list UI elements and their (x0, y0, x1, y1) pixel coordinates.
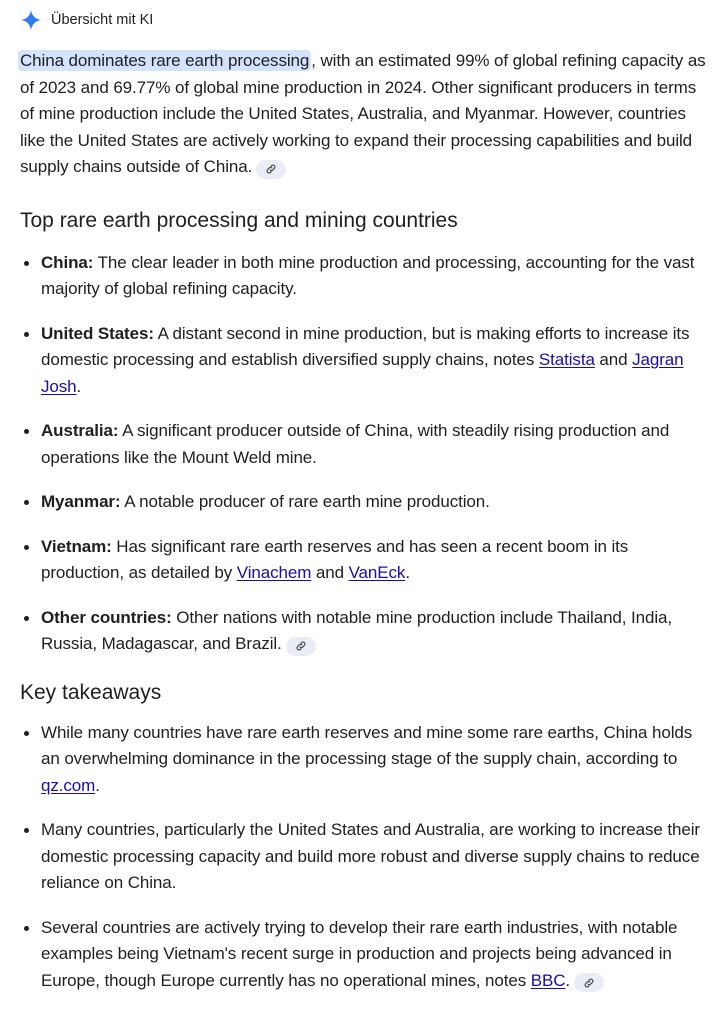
link-statista[interactable]: Statista (538, 350, 595, 369)
item-text: A distant second in mine production, but is making efforts to increase its domestic processing and establish diversified supply chains, notes (41, 323, 690, 369)
list-item (20, 418, 712, 471)
item-label: China: (41, 252, 94, 272)
item-label: United States: (41, 323, 154, 343)
intro-paragraph (20, 48, 712, 181)
link-qz[interactable]: qz.com (41, 775, 96, 795)
item-text: A significant producer outside of China, with steadily rising production and operations like the Mount Weld mine. (41, 421, 670, 467)
item-text: The clear leader in both mine production and processing, accounting for the vast majority of global refining capacity. (41, 252, 695, 298)
list-item (20, 250, 712, 303)
item-text: Has significant rare earth reserves and has seen a recent boom in its production, as detailed by (41, 536, 629, 582)
item-text: . (76, 376, 82, 396)
list-item (20, 817, 712, 897)
intro-text: , with an estimated 99% of global refining capacity as of 2023 and 69.77% of global mine production in 2024. Other significant producers in terms of mine production include the United States, Australia, and Myanmar. However, countries like the United States are actively working to expand their processing capabilities and build supply chains outside of China. (20, 51, 706, 176)
list-item (20, 605, 712, 658)
source-link-chip[interactable] (574, 973, 604, 992)
item-text: Other nations with notable mine production include Thailand, India, Russia, Madagascar, and Brazil. (41, 607, 673, 653)
item-text: . (95, 775, 100, 795)
item-text: A notable producer of rare earth mine production. (120, 492, 490, 511)
link-icon (583, 977, 595, 989)
list-item (20, 321, 712, 401)
item-text: While many countries have rare earth reserves and mine some rare earths, China holds an overwhelming dominance in the processing stage of the supply chain, according to (41, 722, 693, 768)
link-bbc[interactable]: BBC (530, 970, 566, 990)
item-text: . (405, 563, 410, 582)
key-takeaways-list (20, 720, 712, 995)
item-text: Many countries, particularly the United States and Australia, are working to increase their domestic processing capacity and build more robust and diverse supply chains to reduce reliance on China. (41, 820, 700, 892)
source-link-chip[interactable] (286, 637, 316, 656)
top-countries-list (20, 250, 712, 658)
item-label: Other countries: (41, 607, 172, 627)
item-label: Australia: (41, 421, 119, 440)
list-item (20, 720, 712, 800)
list-item (20, 915, 712, 995)
list-item (20, 489, 712, 516)
item-text: . (565, 970, 571, 990)
link-jagran-josh[interactable]: Jagran Josh (41, 350, 684, 396)
sparkle-icon (20, 9, 42, 31)
item-text: and (311, 563, 349, 582)
link-icon (295, 640, 307, 652)
ai-overview-header (20, 6, 153, 34)
item-label: Myanmar: (41, 492, 121, 511)
item-label: Vietnam: (41, 536, 112, 556)
item-text: and (594, 350, 633, 369)
ai-overview-content (20, 48, 712, 994)
item-text: Several countries are actively trying to develop their rare earth industries, with notable examples being Vietnam's recent surge in production and projects being advanced in Europe, though Europe currently has no operational mines, notes (41, 917, 678, 990)
link-vinachem[interactable]: Vinachem (236, 563, 312, 582)
list-item (20, 534, 712, 587)
section-heading-top-countries: Top rare earth processing and mining countries (20, 208, 458, 232)
ai-overview-title: Übersicht mit KI (51, 12, 154, 28)
link-vaneck[interactable]: VanEck (348, 563, 406, 582)
source-link-chip[interactable] (256, 160, 286, 179)
section-heading-key-takeaways: Key takeaways (20, 680, 162, 704)
link-icon (265, 163, 277, 175)
intro-highlight[interactable]: China dominates rare earth processing (20, 51, 310, 70)
